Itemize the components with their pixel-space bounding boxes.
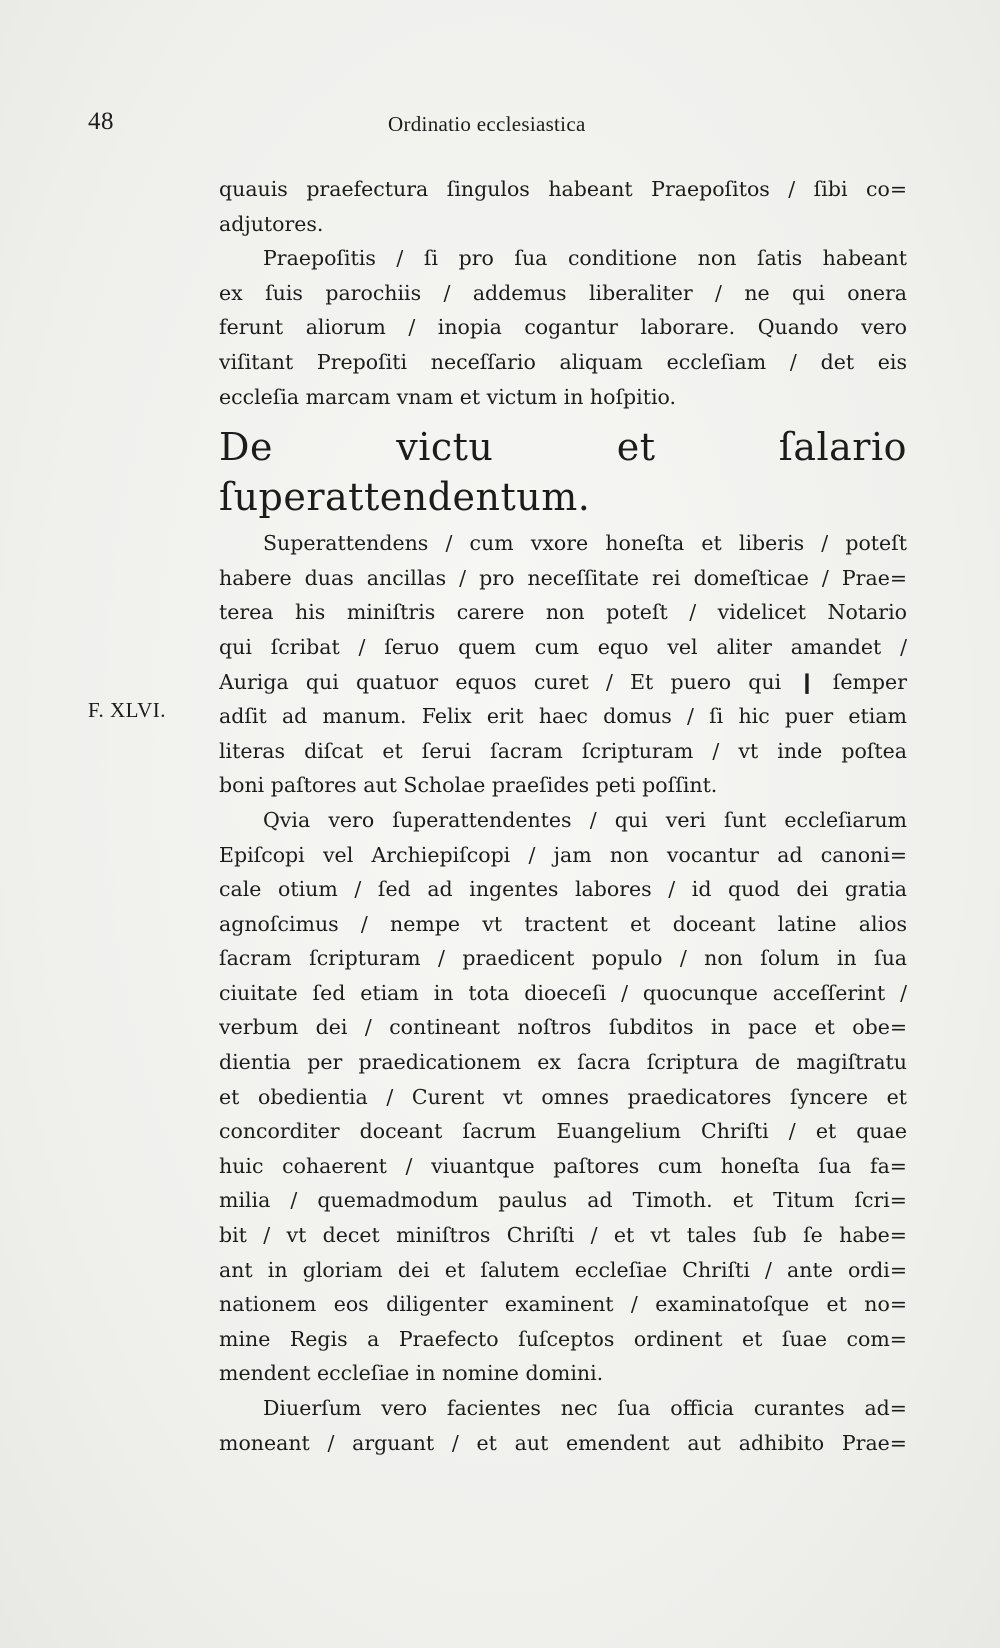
text-line: eccleſia marcam vnam et victum in hoſpitio.: [219, 384, 677, 409]
text-line: agnoſcimus / nempe vt tractent et doceant latine alios: [219, 911, 907, 936]
text-line: moneant / arguant / et aut emendent aut adhibito Prae=: [219, 1430, 907, 1455]
text-line: ciuitate ſed etiam in tota dioeceſi / quocunque acceſſerint /: [219, 980, 907, 1005]
text-line: quauis praefectura ſingulos habeant Praepoſitos / ſibi co=: [219, 177, 907, 201]
margin-folio-note: F. XLVI.: [88, 698, 166, 722]
heading-line: De victu et ſalario: [219, 425, 907, 470]
text-line: Epiſcopi vel Archiepiſcopi / jam non vocantur ad canoni=: [219, 842, 907, 867]
text-line: habere duas ancillas / pro neceſſitate rei domeſticae / Prae=: [219, 565, 907, 590]
text-line: adjutores.: [219, 211, 324, 236]
paragraph-5: [219, 1391, 907, 1460]
paragraph-2: [219, 241, 907, 414]
text-line: ſacram ſcripturam / praedicent populo / non ſolum in ſua: [219, 946, 907, 971]
text-line: terea his miniſtris carere non poteſt / videlicet Notario: [219, 600, 907, 625]
text-line: milia / quemadmodum paulus ad Timoth. et Titum ſcri=: [219, 1188, 907, 1213]
text-line: mendent eccleſiae in nomine domini.: [219, 1361, 604, 1386]
body-text: [219, 172, 907, 1460]
text-line: ant in gloriam dei et ſalutem eccleſiae Chriſti / ante ordi=: [219, 1257, 907, 1282]
paragraph-3: [219, 526, 907, 803]
text-line: et obedientia / Curent vt omnes praedicatores ſyncere et: [219, 1084, 907, 1109]
text-line: Qvia vero ſuperattendentes / qui veri ſunt eccleſiarum: [263, 807, 907, 832]
text-line: concorditer doceant ſacrum Euangelium Chriſti / et quae: [219, 1119, 907, 1144]
page-header: [88, 108, 912, 148]
text-line: literas diſcat et ſerui ſacram ſcripturam / vt inde poſtea: [219, 738, 907, 763]
text-line: bit / vt decet miniſtros Chriſti / et vt tales ſub ſe habe=: [219, 1223, 907, 1248]
paragraph-4: [219, 803, 907, 1391]
text-line: mine Regis a Praefecto ſuſceptos ordinent et ſuae com=: [219, 1326, 907, 1351]
paragraph-1: [219, 172, 907, 241]
text-line: Auriga qui quatuor equos curet / Et puero qui ❙ ſemper: [219, 669, 907, 694]
text-line: qui ſcribat / ſeruo quem cum equo vel aliter amandet /: [219, 634, 907, 659]
running-head: Ordinatio ecclesiastica: [388, 112, 586, 136]
text-line: cale otium / ſed ad ingentes labores / id quod dei gratia: [219, 877, 907, 902]
text-line: dientia per praedicationem ex ſacra ſcriptura de magiſtratu: [219, 1050, 907, 1075]
text-line: verbum dei / contineant noſtros ſubditos in pace et obe=: [219, 1015, 907, 1040]
text-line: nationem eos diligenter examinent / examinatoſque et no=: [219, 1292, 907, 1317]
text-line: ferunt aliorum / inopia cogantur laborare. Quando vero: [219, 315, 907, 340]
text-line: huic cohaerent / viuantque paſtores cum honeſta ſua fa=: [219, 1153, 907, 1178]
text-line: viſitant Prepoſiti neceſſario aliquam eccleſiam / det eis: [219, 349, 907, 374]
text-line: Superattendens / cum vxore honeſta et liberis / poteſt: [263, 531, 907, 556]
text-line: Diuerſum vero facientes nec ſua officia curantes ad=: [263, 1396, 907, 1420]
text-line: Praepoſitis / ſi pro ſua conditione non ſatis habeant: [263, 246, 907, 271]
page-number: 48: [88, 108, 114, 135]
section-heading: [219, 422, 907, 522]
text-line: boni paſtores aut Scholae praeſides peti poſſint.: [219, 773, 718, 798]
text-line: adſit ad manum. Felix erit haec domus / ſi hic puer etiam: [219, 704, 907, 729]
heading-line: ſuperattendentum.: [219, 475, 591, 520]
text-line: ex ſuis parochiis / addemus liberaliter / ne qui onera: [219, 280, 907, 305]
